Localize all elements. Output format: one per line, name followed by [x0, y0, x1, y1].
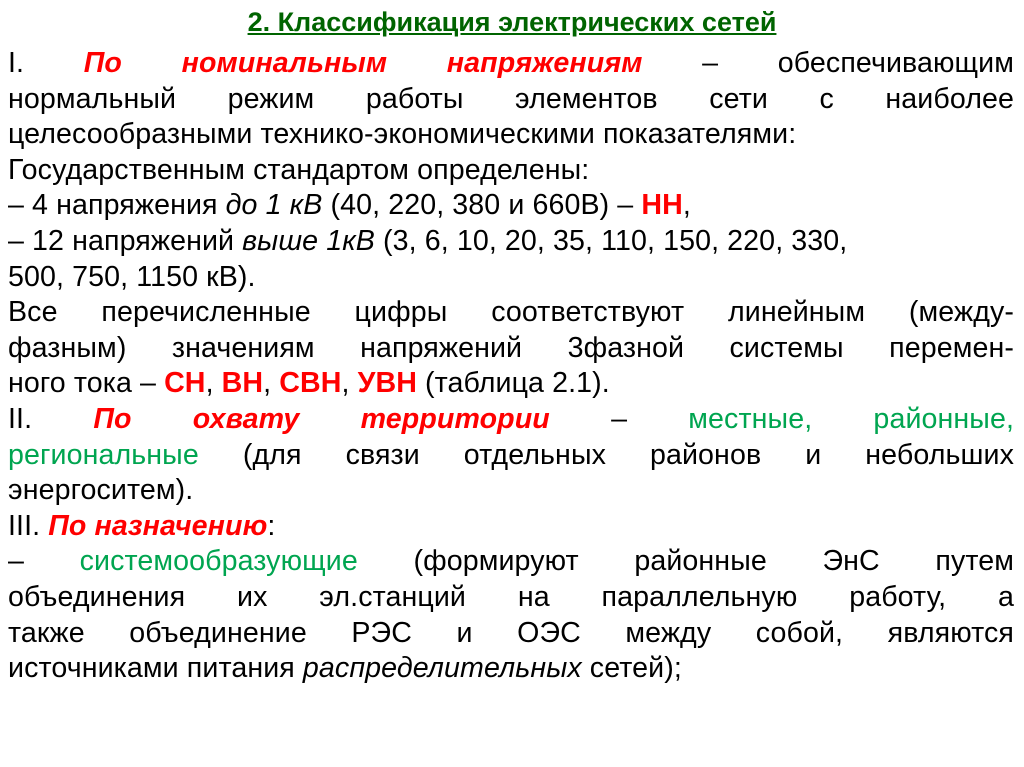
section-3-line-2 — [8, 544, 1014, 580]
text-fragment: – 12 напряжений — [8, 224, 243, 257]
section-3-line-1 — [8, 509, 1014, 545]
section-2-heading: По охвату территории — [93, 402, 550, 435]
italic-fragment: распределительных — [302, 652, 582, 685]
label-nn: НН — [641, 189, 683, 222]
label-vn: ВН — [221, 367, 264, 400]
section-2-line-2 — [8, 438, 1014, 474]
slide-body — [8, 46, 1014, 687]
text-fragment: – обеспечивающим — [642, 47, 1014, 79]
text-fragment: – 4 напряжения — [8, 189, 226, 222]
section-2-line-3: энергоситем). — [8, 474, 194, 507]
section-1-line-8: Все перечисленные цифры соответствуют линейным (между- — [8, 296, 1014, 329]
section-3-line-5 — [8, 651, 1014, 687]
section-1-line-3: целесообразными технико-экономическими показателями: — [8, 118, 797, 151]
italic-fragment: до 1 кВ — [225, 189, 323, 222]
text-fragment: , — [263, 367, 280, 400]
label-sn: СН — [164, 367, 206, 400]
section-3-line-4: также объединение РЭС и ОЭС между собой, являются — [8, 616, 1014, 649]
green-fragment: системообразующие — [79, 545, 358, 578]
text-fragment: , — [205, 367, 222, 400]
section-1-line-1 — [8, 46, 1014, 82]
section-2-line-1 — [8, 402, 1014, 438]
text-fragment: : — [267, 509, 276, 542]
section-1-line-9: фазным) значениям напряжений 3фазной системы перемен- — [8, 331, 1014, 364]
section-1-line-10 — [8, 366, 1014, 402]
text-fragment: – — [549, 402, 689, 435]
text-fragment: ного тока – — [8, 367, 165, 400]
slide-title: 2. Классификация электрических сетей — [247, 7, 777, 37]
section-3-line-3: объединения их эл.станций на параллельную работу, а — [8, 580, 1014, 613]
section-1-line-2: нормальный режим работы элементов сети с наиболее — [8, 82, 1014, 115]
label-uvn: УВН — [357, 367, 417, 400]
text-fragment: источниками питания — [8, 652, 303, 685]
text-fragment: (формируют районные ЭнС путем — [357, 545, 1015, 578]
text-fragment: (для связи отдельных районов и небольших — [198, 438, 1014, 471]
section-3-heading: По назначению — [48, 509, 268, 542]
section-1-line-4: Государственным стандартом определены: — [8, 153, 590, 186]
section-1-line-5 — [8, 188, 1014, 224]
green-fragment: местные, районные, — [688, 402, 1014, 435]
section-1-line-6 — [8, 224, 1014, 260]
section-1-number: I. — [8, 47, 84, 79]
text-fragment: (таблица 2.1). — [416, 367, 610, 400]
text-fragment: , — [341, 367, 358, 400]
green-fragment: региональные — [8, 438, 199, 471]
text-fragment: – — [8, 545, 80, 578]
text-fragment: (40, 220, 380 и 660В) – — [322, 189, 642, 222]
section-1-line-7: 500, 750, 1150 кВ). — [8, 260, 256, 293]
section-3-number: III. — [8, 509, 49, 542]
text-fragment: , — [682, 189, 691, 222]
section-1-heading: По номинальным напряжениям — [83, 47, 643, 79]
label-svn: СВН — [279, 367, 342, 400]
text-fragment: (3, 6, 10, 20, 35, 110, 150, 220, 330, — [374, 224, 848, 257]
italic-fragment: выше 1кВ — [242, 224, 375, 257]
text-fragment: сетей); — [581, 652, 682, 685]
section-2-number: II. — [8, 402, 94, 435]
